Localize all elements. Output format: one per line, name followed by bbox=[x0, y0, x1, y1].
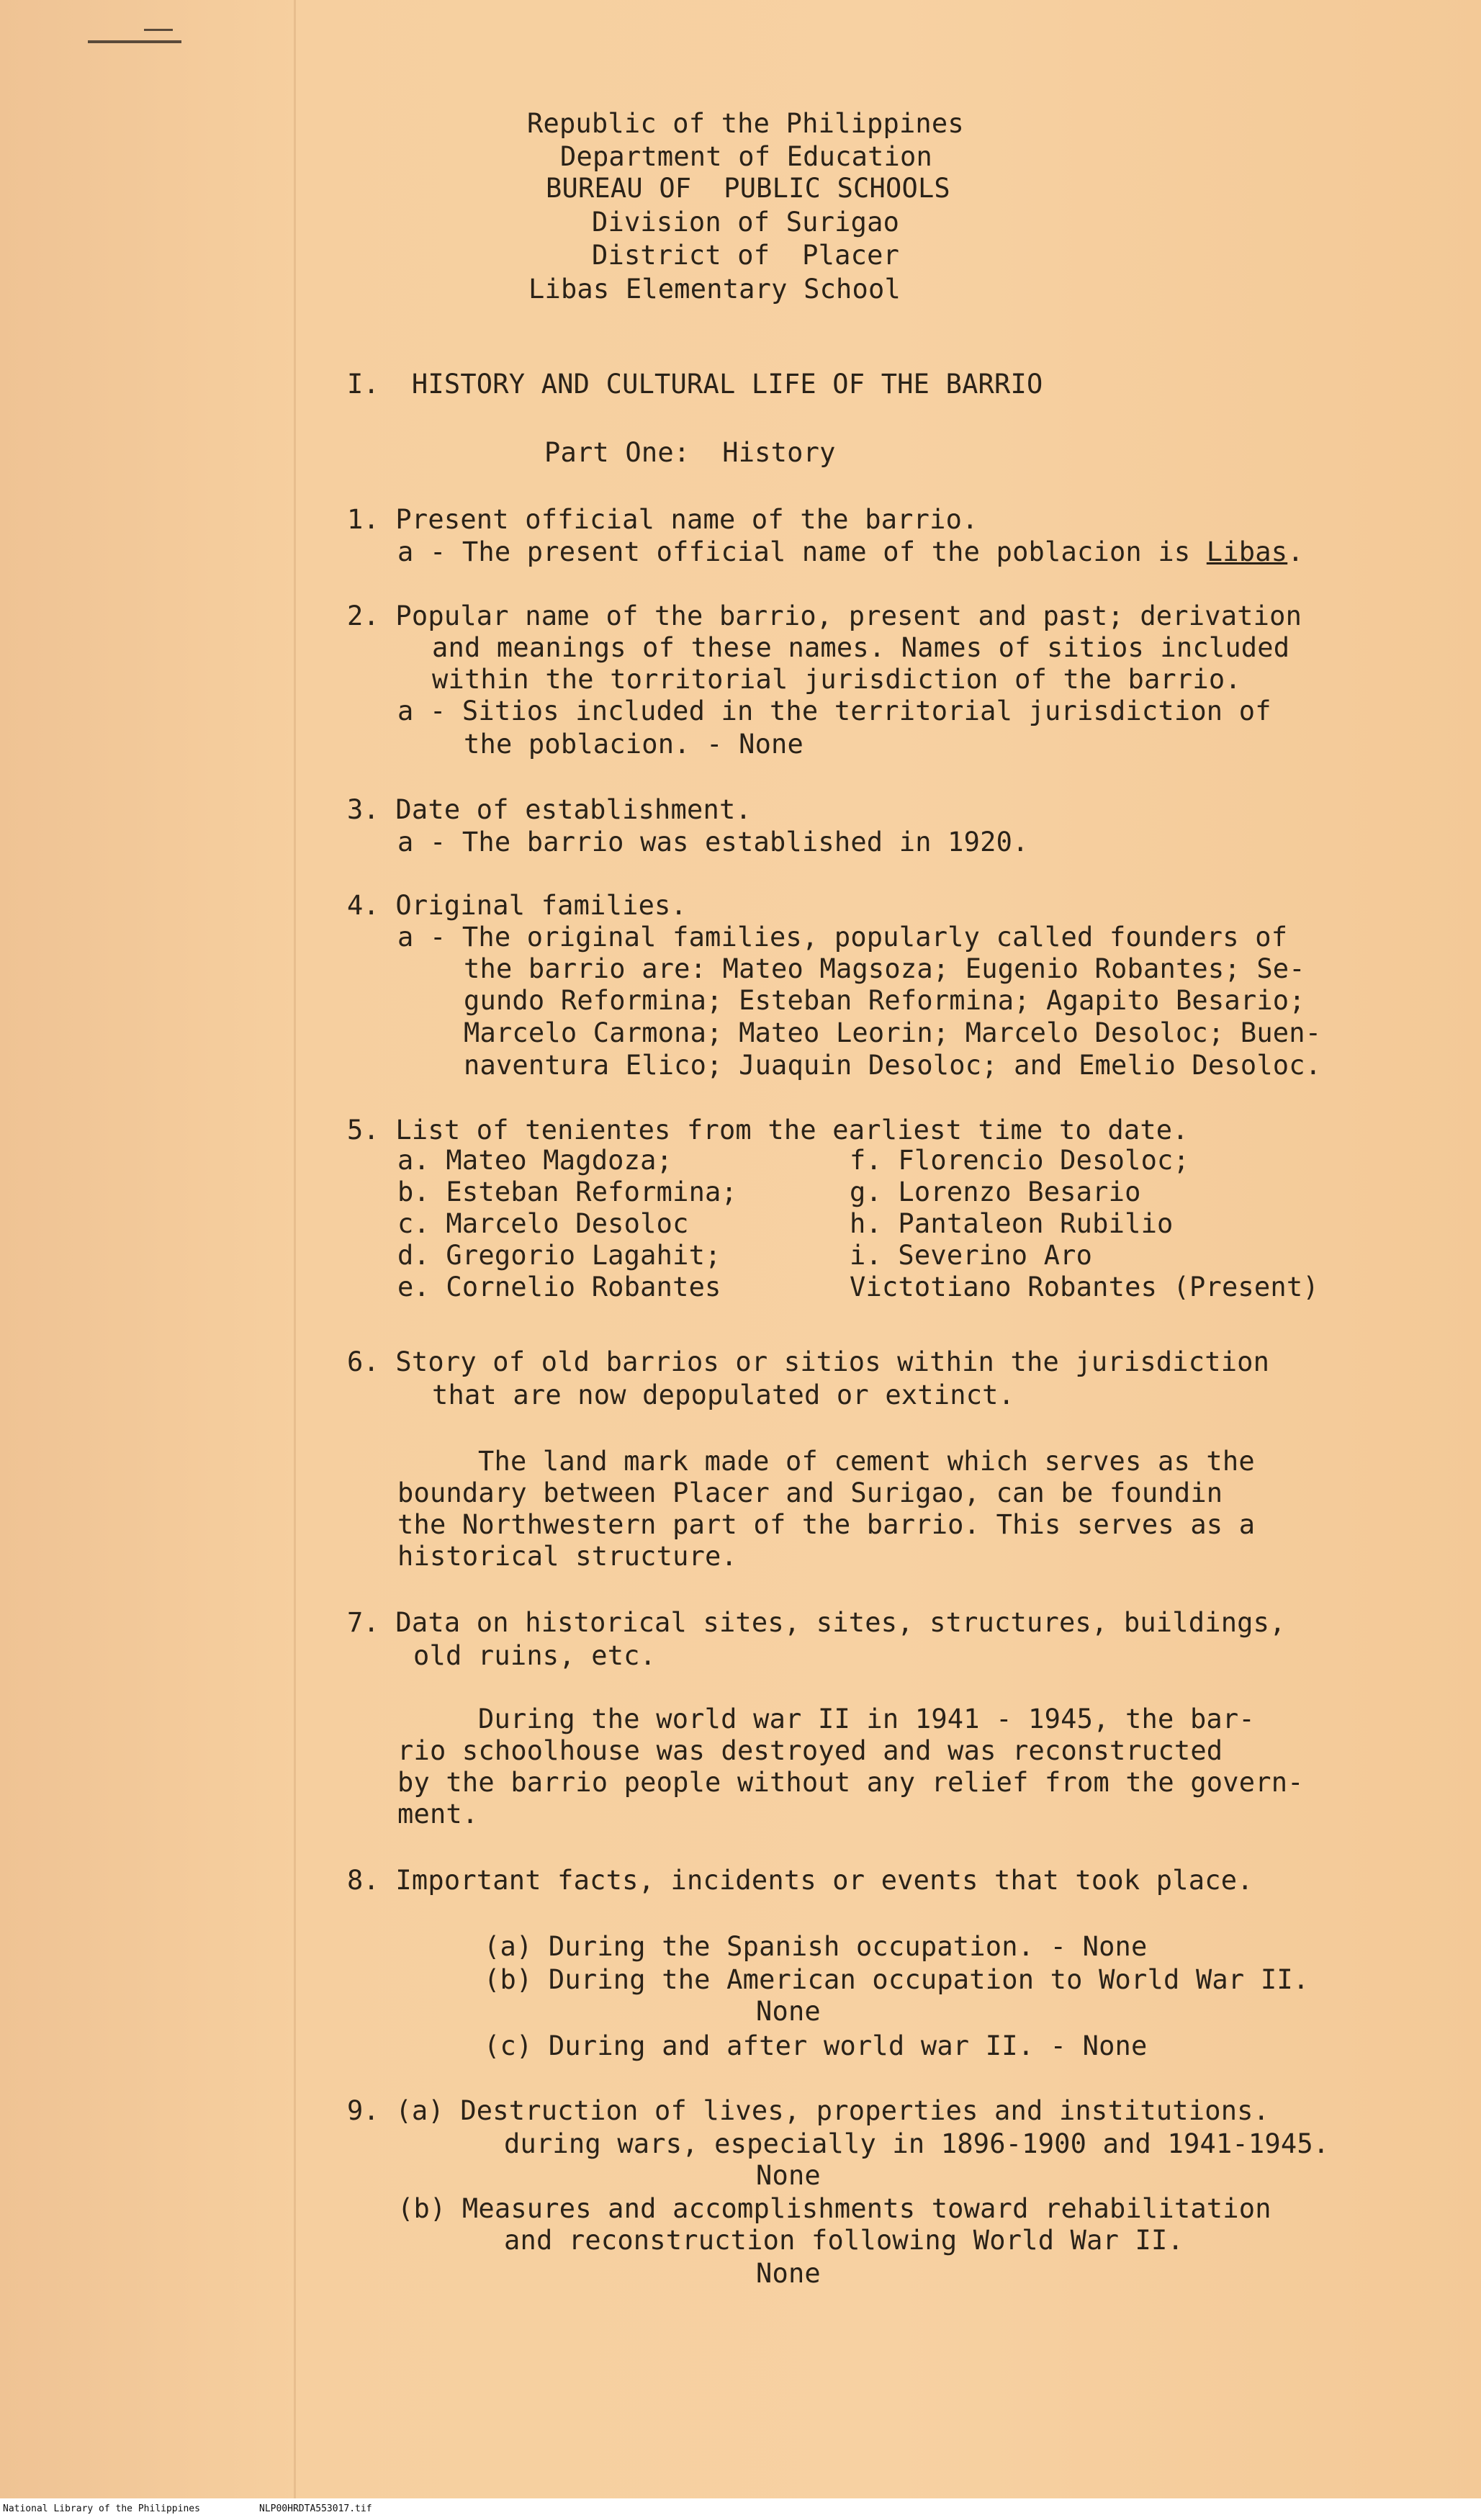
item-9b-line: (b) Measures and accomplishments toward rehabilitation bbox=[397, 2193, 1271, 2224]
item-2-question-line: 2. Popular name of the barrio, present and past; derivation bbox=[347, 600, 1302, 631]
item-8a: (a) During the Spanish occupation. - None bbox=[484, 1931, 1148, 1962]
teniente-entry: b. Esteban Reformina; bbox=[397, 1176, 737, 1207]
item-1-answer: a - The present official name of the poblacion is Libas. bbox=[397, 536, 1304, 567]
item-9a-line: 9. (a) Destruction of lives, properties and institutions. bbox=[347, 2095, 1270, 2126]
barrio-name: Libas bbox=[1206, 536, 1288, 567]
item-8b-none: None bbox=[756, 1996, 821, 2027]
item-4-question: 4. Original families. bbox=[347, 890, 687, 921]
ink-mark bbox=[88, 40, 181, 43]
teniente-entry: f. Florencio Desoloc; bbox=[850, 1145, 1189, 1176]
item-6-paragraph-line: the Northwestern part of the barrio. This serves as a bbox=[397, 1509, 1256, 1540]
item-6-paragraph-line: historical structure. bbox=[397, 1541, 737, 1572]
item-7-paragraph-line: by the barrio people without any relief from the govern- bbox=[397, 1767, 1304, 1798]
teniente-entry: i. Severino Aro bbox=[850, 1240, 1093, 1271]
header-division: Division of Surigao bbox=[592, 207, 900, 238]
item-7-question-line: old ruins, etc. bbox=[413, 1640, 657, 1671]
item-2-answer-line: a - Sitios included in the territorial jurisdiction of bbox=[397, 696, 1271, 726]
item-6-question-line: that are now depopulated or extinct. bbox=[432, 1380, 1015, 1410]
item-4-answer-line: naventura Elico; Juaquin Desoloc; and Emelio Desoloc. bbox=[464, 1050, 1322, 1081]
item-5-question: 5. List of tenientes from the earliest time to date. bbox=[347, 1115, 1189, 1146]
item-3-question: 3. Date of establishment. bbox=[347, 794, 752, 825]
item-9b-line: and reconstruction following World War II. bbox=[504, 2225, 1184, 2256]
item-2-question-line: within the torritorial jurisdiction of the barrio. bbox=[432, 664, 1241, 695]
item-4-answer-line: gundo Reformina; Esteban Reformina; Agapito Besario; bbox=[464, 985, 1305, 1016]
teniente-entry: d. Gregorio Lagahit; bbox=[397, 1240, 721, 1271]
scan-footer bbox=[0, 2498, 1481, 2520]
header-district: District of Placer bbox=[592, 240, 900, 271]
item-6-question-line: 6. Story of old barrios or sitios within the jurisdiction bbox=[347, 1346, 1270, 1377]
item-3-answer: a - The barrio was established in 1920. bbox=[397, 827, 1029, 858]
teniente-entry: e. Cornelio Robantes bbox=[397, 1272, 721, 1302]
item-4-answer-line: the barrio are: Mateo Magsoza; Eugenio Robantes; Se- bbox=[464, 953, 1305, 984]
part-title: Part One: History bbox=[544, 437, 836, 468]
paper-crease bbox=[294, 0, 296, 2498]
item-8-question: 8. Important facts, incidents or events that took place. bbox=[347, 1865, 1253, 1896]
ink-mark bbox=[144, 29, 173, 31]
item-9b-none: None bbox=[756, 2258, 821, 2289]
teniente-entry: a. Mateo Magdoza; bbox=[397, 1145, 673, 1176]
teniente-entry: Victotiano Robantes (Present) bbox=[850, 1272, 1319, 1302]
item-7-paragraph-line: rio schoolhouse was destroyed and was reconstructed bbox=[397, 1735, 1223, 1766]
item-7-paragraph-line: ment. bbox=[397, 1799, 479, 1830]
item-7-question-line: 7. Data on historical sites, sites, structures, buildings, bbox=[347, 1607, 1286, 1638]
item-2-answer-line: the poblacion. - None bbox=[464, 729, 803, 760]
header-bureau: BUREAU OF PUBLIC SCHOOLS bbox=[546, 173, 950, 204]
teniente-entry: h. Pantaleon Rubilio bbox=[850, 1208, 1174, 1239]
item-2-question-line: and meanings of these names. Names of sitios included bbox=[432, 632, 1290, 663]
teniente-entry: g. Lorenzo Besario bbox=[850, 1176, 1141, 1207]
item-9a-none: None bbox=[756, 2160, 821, 2191]
item-8c: (c) During and after world war II. - None bbox=[484, 2030, 1148, 2061]
item-7-paragraph-line: During the world war II in 1941 - 1945, the bar- bbox=[478, 1704, 1255, 1734]
item-4-answer-line: a - The original families, popularly called founders of bbox=[397, 922, 1288, 953]
item-9a-line: during wars, especially in 1896-1900 and 1941-1945. bbox=[504, 2128, 1330, 2159]
teniente-entry: c. Marcelo Desoloc bbox=[397, 1208, 689, 1239]
item-6-paragraph-line: boundary between Placer and Surigao, can be foundin bbox=[397, 1477, 1223, 1508]
footer-filename: NLP00HRDTA553017.tif bbox=[259, 2503, 372, 2514]
item-1-question: 1. Present official name of the barrio. bbox=[347, 504, 978, 535]
footer-library: National Library of the Philippines bbox=[3, 2503, 200, 2514]
item-6-paragraph-line: The land mark made of cement which serves as the bbox=[478, 1446, 1255, 1477]
header-school: Libas Elementary School bbox=[528, 274, 901, 305]
item-8b: (b) During the American occupation to World War II. bbox=[484, 1964, 1310, 1995]
item-4-answer-line: Marcelo Carmona; Mateo Leorin; Marcelo Desoloc; Buen- bbox=[464, 1017, 1322, 1048]
header-department: Department of Education bbox=[560, 141, 932, 172]
section-title: I. HISTORY AND CULTURAL LIFE OF THE BARRIO bbox=[347, 369, 1043, 400]
header-republic: Republic of the Philippines bbox=[527, 108, 964, 139]
